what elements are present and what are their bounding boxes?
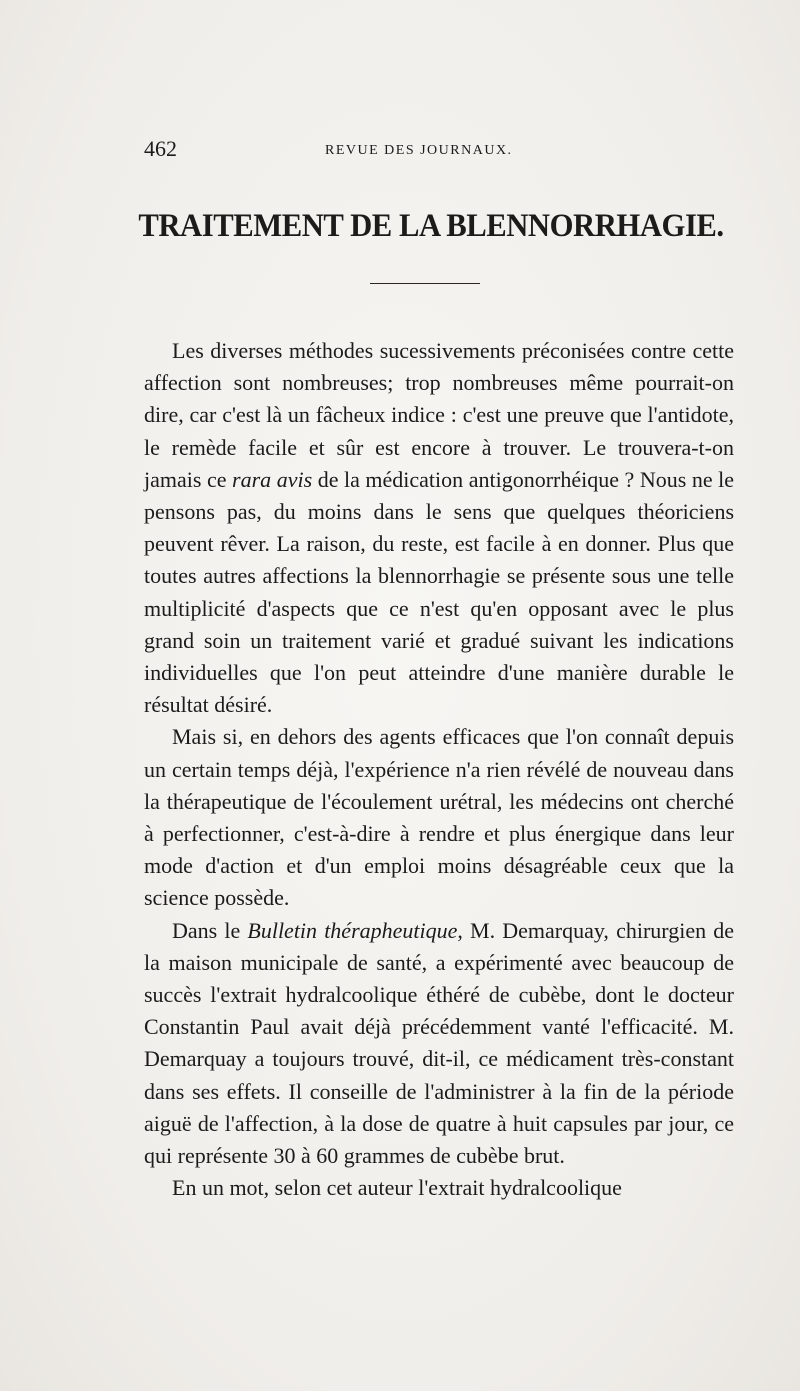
article-title: TRAITEMENT DE LA BLENNORRHAGIE. — [138, 208, 724, 244]
text-run: , M. Demarquay, chirurgien de la maison municipale de santé, a expérimenté avec beaucoup de succès l'extrait hydralcoolique éthéré de cubèbe, dont le docteur Constantin Paul avait déjà précédemment vanté l'efficacité. M. Demarquay a toujours trouvé, dit-il, ce médicament très-constant dans ses effets. Il conseille de l'administrer à la fin de la période aiguë de l'affection, à la dose de quatre à huit capsules par jour, ce qui représente 30 à 60 grammes de cubèbe brut. — [144, 917, 734, 1169]
body-paragraph — [144, 915, 734, 1173]
text-run: de la médication antigonorrhéique ? Nous ne le pensons pas, du moins dans le sens que quelques théoriciens peuvent rêver. La raison, du reste, est facile à en donner. Plus que toutes autres affections la blennorrhagie se présente sous une telle multiplicité d'aspects que ce n'est qu'en opposant avec le plus grand soin un traitement varié et gradué suivant les indications individuelles que l'on peut atteindre d'une manière durable le résultat désiré. — [144, 466, 734, 718]
body-paragraph — [144, 1172, 734, 1204]
text-run: En un mot, selon cet auteur l'extrait hydralcoolique — [172, 1175, 622, 1201]
page-number: 462 — [144, 136, 177, 161]
text-run: Mais si, en dehors des agents efficaces que l'on connaît depuis un certain temps déjà, l'expérience n'a rien révélé de nouveau dans la thérapeutique de l'écoulement urétral, les médecins ont cherché à perfectionner, c'est-à-dire à rendre et plus énergique dans leur mode d'action et d'un emploi moins désagréable ceux que la science possède. — [144, 724, 734, 911]
article-body — [144, 335, 734, 1204]
italic-run: rara avis — [232, 466, 313, 492]
body-paragraph — [144, 721, 734, 914]
running-head — [0, 136, 800, 166]
text-run: Dans le — [172, 917, 248, 943]
body-paragraph — [144, 335, 734, 721]
journal-name: REVUE DES JOURNAUX. — [325, 143, 513, 158]
title-rule — [370, 283, 480, 284]
text-run: Les diverses méthodes sucessivements préconisées contre cette affection sont nombreuses; trop nombreuses même pourrait-on dire, car c'est là un fâcheux indice : c'est une preuve que l'antidote, le remède facile et sûr est encore à trouver. Le trouvera-t-on jamais ce — [144, 338, 734, 492]
italic-run: Bulletin thérapheutique — [247, 917, 458, 943]
